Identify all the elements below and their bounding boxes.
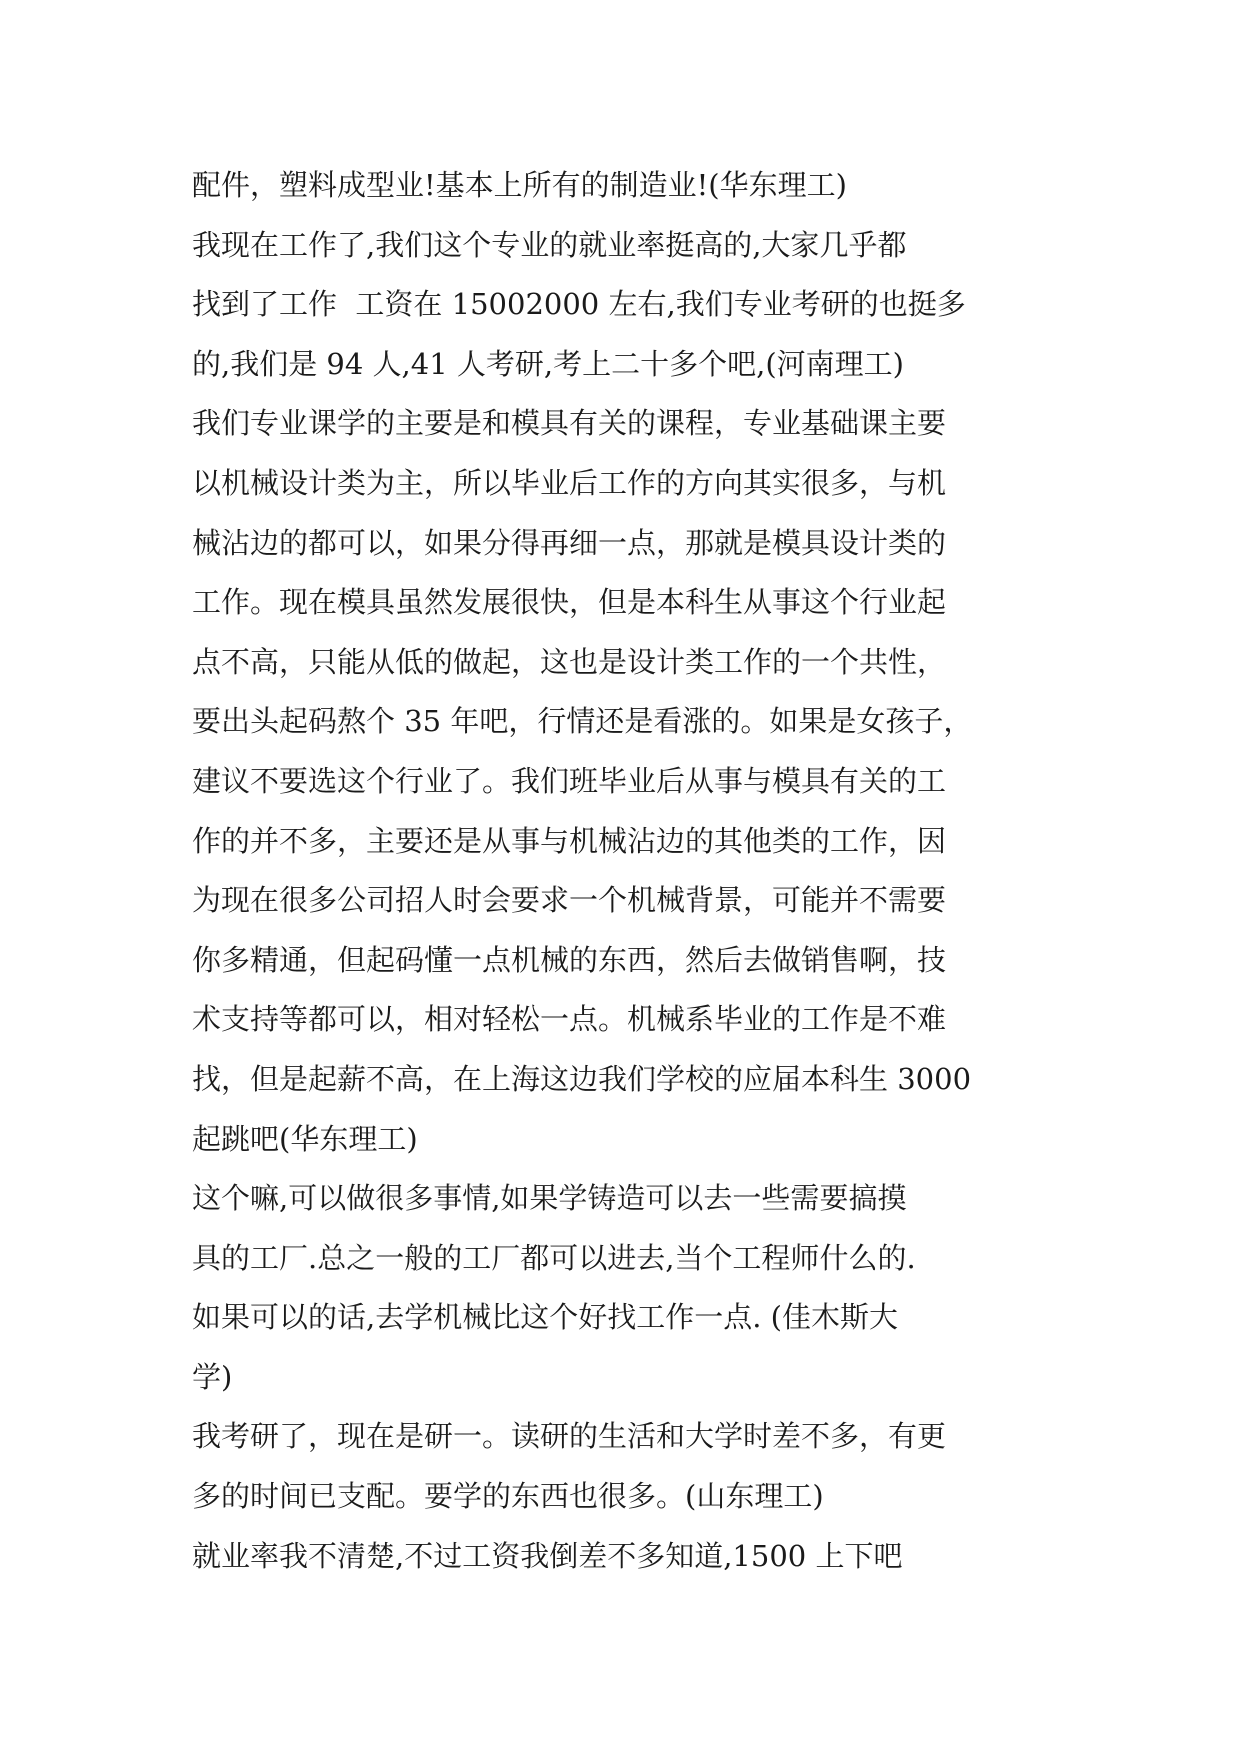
text-line: 你多精通，但起码懂一点机械的东西，然后去做销售啊，技 bbox=[192, 942, 947, 977]
text-line: 械沾边的都可以，如果分得再细一点，那就是模具设计类的 bbox=[192, 525, 947, 560]
text-line: 点不高，只能从低的做起，这也是设计类工作的一个共性， bbox=[192, 644, 947, 679]
text-line: 工作。现在模具虽然发展很快，但是本科生从事这个行业起 bbox=[192, 585, 947, 620]
text-line: 多的时间已支配。要学的东西也很多。(山东理工) bbox=[192, 1479, 824, 1514]
text-line: 这个嘛,可以做很多事情,如果学铸造可以去一些需要搞摸 bbox=[192, 1181, 907, 1216]
text-line: 起跳吧(华东理工) bbox=[192, 1121, 418, 1156]
text-line: 找到了工作 工资在 15002000 左右,我们专业考研的也挺多 bbox=[192, 287, 966, 322]
text-line: 的,我们是 94 人,41 人考研,考上二十多个吧,(河南理工) bbox=[192, 346, 904, 381]
text-line: 作的并不多，主要还是从事与机械沾边的其他类的工作，因 bbox=[192, 823, 947, 858]
text-line: 配件，塑料成型业!基本上所有的制造业!(华东理工) bbox=[192, 168, 847, 202]
text-line: 为现在很多公司招人时会要求一个机械背景，可能并不需要 bbox=[192, 883, 947, 918]
text-line: 我们专业课学的主要是和模具有关的课程，专业基础课主要 bbox=[192, 406, 947, 441]
text-line: 学) bbox=[192, 1359, 233, 1394]
text-line: 就业率我不清楚,不过工资我倒差不多知道,1500 上下吧 bbox=[192, 1538, 903, 1573]
text-line: 我现在工作了,我们这个专业的就业率挺高的,大家几乎都 bbox=[192, 227, 907, 262]
text-line: 如果可以的话,去学机械比这个好找工作一点. (佳木斯大 bbox=[192, 1300, 898, 1335]
text-line: 术支持等都可以，相对轻松一点。机械系毕业的工作是不难 bbox=[192, 1002, 947, 1037]
text-line: 要出头起码熬个 35 年吧，行情还是看涨的。如果是女孩子， bbox=[192, 704, 973, 739]
text-line: 建议不要选这个行业了。我们班毕业后从事与模具有关的工 bbox=[192, 763, 947, 798]
text-line: 具的工厂.总之一般的工厂都可以进去,当个工程师什么的. bbox=[192, 1240, 916, 1275]
text-line: 找，但是起薪不高，在上海这边我们学校的应届本科生 3000 bbox=[192, 1061, 972, 1096]
body-text bbox=[192, 156, 1062, 1586]
text-line: 我考研了，现在是研一。读研的生活和大学时差不多，有更 bbox=[192, 1419, 947, 1454]
text-line: 以机械设计类为主，所以毕业后工作的方向其实很多，与机 bbox=[192, 465, 947, 500]
